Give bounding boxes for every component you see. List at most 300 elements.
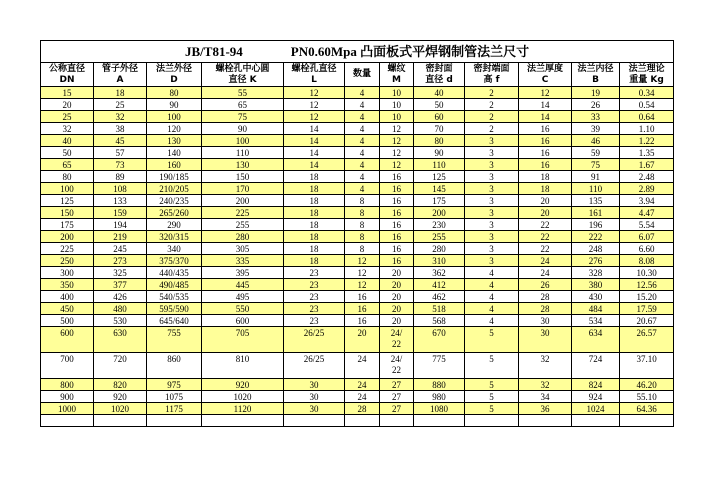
header-cell[interactable] bbox=[345, 63, 380, 87]
table-cell[interactable]: 59 bbox=[572, 147, 620, 159]
table-cell[interactable]: 305 bbox=[202, 243, 284, 255]
table-cell[interactable]: 24 bbox=[519, 267, 572, 279]
table-cell[interactable]: 10.30 bbox=[620, 267, 674, 279]
table-cell[interactable]: 920 bbox=[202, 379, 284, 391]
table-cell[interactable]: 210/205 bbox=[147, 183, 202, 195]
table-cell[interactable]: 4 bbox=[345, 183, 380, 195]
table-cell[interactable]: 820 bbox=[94, 379, 147, 391]
table-cell[interactable]: 194 bbox=[94, 219, 147, 231]
table-cell[interactable]: 26/25 bbox=[284, 353, 345, 379]
table-cell[interactable]: 4 bbox=[465, 291, 519, 303]
table-cell[interactable]: 26 bbox=[519, 279, 572, 291]
table-cell[interactable]: 26/25 bbox=[284, 327, 345, 353]
table-cell[interactable]: 568 bbox=[414, 315, 465, 327]
table-cell[interactable]: 255 bbox=[202, 219, 284, 231]
table-cell[interactable]: 1175 bbox=[147, 403, 202, 415]
table-cell[interactable]: 90 bbox=[202, 123, 284, 135]
table-cell[interactable]: 8 bbox=[345, 231, 380, 243]
table-cell[interactable]: 150 bbox=[41, 207, 94, 219]
empty-cell[interactable] bbox=[380, 415, 414, 427]
table-cell[interactable]: 350 bbox=[41, 279, 94, 291]
table-cell[interactable]: 480 bbox=[94, 303, 147, 315]
table-cell[interactable]: 40 bbox=[41, 135, 94, 147]
table-cell[interactable]: 1075 bbox=[147, 391, 202, 403]
table-cell[interactable]: 6.07 bbox=[620, 231, 674, 243]
table-cell[interactable]: 16 bbox=[345, 315, 380, 327]
header-cell[interactable] bbox=[284, 63, 345, 87]
table-cell[interactable]: 16 bbox=[380, 243, 414, 255]
table-cell[interactable]: 46.20 bbox=[620, 379, 674, 391]
table-cell[interactable]: 190/185 bbox=[147, 171, 202, 183]
table-cell[interactable]: 145 bbox=[414, 183, 465, 195]
empty-cell[interactable] bbox=[465, 415, 519, 427]
table-cell[interactable]: 24 bbox=[345, 391, 380, 403]
table-cell[interactable]: 5 bbox=[465, 353, 519, 379]
table-cell[interactable]: 55.10 bbox=[620, 391, 674, 403]
table-cell[interactable]: 1.67 bbox=[620, 159, 674, 171]
table-cell[interactable]: 276 bbox=[572, 255, 620, 267]
table-cell[interactable]: 18 bbox=[519, 171, 572, 183]
table-cell[interactable]: 20 bbox=[380, 279, 414, 291]
table-cell[interactable]: 170 bbox=[202, 183, 284, 195]
table-cell[interactable]: 15.20 bbox=[620, 291, 674, 303]
table-cell[interactable]: 14 bbox=[284, 147, 345, 159]
table-cell[interactable]: 3 bbox=[465, 171, 519, 183]
table-cell[interactable]: 1.10 bbox=[620, 123, 674, 135]
table-cell[interactable]: 775 bbox=[414, 353, 465, 379]
table-cell[interactable]: 108 bbox=[94, 183, 147, 195]
table-cell[interactable]: 375/370 bbox=[147, 255, 202, 267]
table-cell[interactable]: 125 bbox=[414, 171, 465, 183]
table-cell[interactable]: 37.10 bbox=[620, 353, 674, 379]
table-cell[interactable]: 1020 bbox=[202, 391, 284, 403]
table-cell[interactable]: 12 bbox=[519, 87, 572, 99]
table-cell[interactable]: 1.22 bbox=[620, 135, 674, 147]
table-cell[interactable]: 600 bbox=[202, 315, 284, 327]
table-cell[interactable]: 630 bbox=[94, 327, 147, 353]
table-cell[interactable]: 4 bbox=[465, 279, 519, 291]
table-cell[interactable]: 1020 bbox=[94, 403, 147, 415]
table-cell[interactable]: 125 bbox=[41, 195, 94, 207]
table-cell[interactable]: 18 bbox=[519, 183, 572, 195]
table-cell[interactable]: 3 bbox=[465, 195, 519, 207]
table-cell[interactable]: 16 bbox=[519, 147, 572, 159]
table-cell[interactable]: 265/260 bbox=[147, 207, 202, 219]
table-cell[interactable]: 550 bbox=[202, 303, 284, 315]
table-cell[interactable]: 20 bbox=[519, 195, 572, 207]
table-cell[interactable]: 5 bbox=[465, 327, 519, 353]
table-cell[interactable]: 500 bbox=[41, 315, 94, 327]
table-cell[interactable]: 64.36 bbox=[620, 403, 674, 415]
table-cell[interactable]: 8 bbox=[345, 207, 380, 219]
table-cell[interactable]: 12.56 bbox=[620, 279, 674, 291]
table-title-cell[interactable] bbox=[41, 41, 674, 63]
table-cell[interactable]: 28 bbox=[345, 403, 380, 415]
header-cell[interactable] bbox=[414, 63, 465, 87]
table-cell[interactable]: 6.60 bbox=[620, 243, 674, 255]
table-cell[interactable]: 27 bbox=[380, 379, 414, 391]
table-cell[interactable]: 430 bbox=[572, 291, 620, 303]
table-cell[interactable]: 8.08 bbox=[620, 255, 674, 267]
table-cell[interactable]: 4.47 bbox=[620, 207, 674, 219]
table-cell[interactable]: 335 bbox=[202, 255, 284, 267]
table-cell[interactable]: 57 bbox=[94, 147, 147, 159]
table-cell[interactable]: 222 bbox=[572, 231, 620, 243]
table-cell[interactable]: 160 bbox=[147, 159, 202, 171]
table-cell[interactable]: 900 bbox=[41, 391, 94, 403]
table-cell[interactable]: 18 bbox=[284, 243, 345, 255]
table-cell[interactable]: 530 bbox=[94, 315, 147, 327]
table-cell[interactable]: 28 bbox=[519, 303, 572, 315]
table-cell[interactable]: 450 bbox=[41, 303, 94, 315]
table-cell[interactable]: 70 bbox=[414, 123, 465, 135]
table-cell[interactable]: 15 bbox=[41, 87, 94, 99]
table-cell[interactable]: 24/ 22 bbox=[380, 327, 414, 353]
table-cell[interactable]: 462 bbox=[414, 291, 465, 303]
table-cell[interactable]: 600 bbox=[41, 327, 94, 353]
table-cell[interactable]: 30 bbox=[284, 403, 345, 415]
header-cell[interactable] bbox=[94, 63, 147, 87]
table-cell[interactable]: 12 bbox=[380, 135, 414, 147]
table-cell[interactable]: 3 bbox=[465, 243, 519, 255]
empty-cell[interactable] bbox=[284, 415, 345, 427]
table-cell[interactable]: 110 bbox=[202, 147, 284, 159]
table-cell[interactable]: 8 bbox=[345, 243, 380, 255]
table-cell[interactable]: 18 bbox=[284, 231, 345, 243]
table-cell[interactable]: 16 bbox=[345, 303, 380, 315]
table-cell[interactable]: 1080 bbox=[414, 403, 465, 415]
table-cell[interactable]: 924 bbox=[572, 391, 620, 403]
table-cell[interactable]: 91 bbox=[572, 171, 620, 183]
table-cell[interactable]: 90 bbox=[147, 99, 202, 111]
table-cell[interactable]: 24/ 22 bbox=[380, 353, 414, 379]
table-cell[interactable]: 10 bbox=[380, 99, 414, 111]
table-cell[interactable]: 45 bbox=[94, 135, 147, 147]
table-cell[interactable]: 540/535 bbox=[147, 291, 202, 303]
table-cell[interactable]: 50 bbox=[414, 99, 465, 111]
table-cell[interactable]: 645/640 bbox=[147, 315, 202, 327]
table-cell[interactable]: 80 bbox=[414, 135, 465, 147]
table-cell[interactable]: 4 bbox=[345, 99, 380, 111]
table-cell[interactable]: 975 bbox=[147, 379, 202, 391]
table-cell[interactable]: 32 bbox=[519, 353, 572, 379]
table-cell[interactable]: 100 bbox=[202, 135, 284, 147]
table-cell[interactable]: 1120 bbox=[202, 403, 284, 415]
table-cell[interactable]: 2.89 bbox=[620, 183, 674, 195]
table-cell[interactable]: 810 bbox=[202, 353, 284, 379]
table-cell[interactable]: 5 bbox=[465, 403, 519, 415]
table-cell[interactable]: 3 bbox=[465, 159, 519, 171]
table-cell[interactable]: 38 bbox=[94, 123, 147, 135]
table-cell[interactable]: 24 bbox=[345, 353, 380, 379]
header-cell[interactable] bbox=[465, 63, 519, 87]
table-cell[interactable]: 25 bbox=[94, 99, 147, 111]
table-cell[interactable]: 200 bbox=[414, 207, 465, 219]
table-cell[interactable]: 484 bbox=[572, 303, 620, 315]
table-cell[interactable]: 490/485 bbox=[147, 279, 202, 291]
table-cell[interactable]: 362 bbox=[414, 267, 465, 279]
header-cell[interactable] bbox=[380, 63, 414, 87]
table-cell[interactable]: 755 bbox=[147, 327, 202, 353]
table-cell[interactable]: 28 bbox=[519, 291, 572, 303]
table-cell[interactable]: 20 bbox=[519, 207, 572, 219]
table-cell[interactable]: 16 bbox=[380, 255, 414, 267]
table-cell[interactable]: 3 bbox=[465, 207, 519, 219]
table-cell[interactable]: 16 bbox=[519, 123, 572, 135]
table-cell[interactable]: 4 bbox=[465, 267, 519, 279]
table-cell[interactable]: 36 bbox=[519, 403, 572, 415]
table-cell[interactable]: 135 bbox=[572, 195, 620, 207]
table-cell[interactable]: 5 bbox=[465, 391, 519, 403]
empty-cell[interactable] bbox=[345, 415, 380, 427]
table-cell[interactable]: 320/315 bbox=[147, 231, 202, 243]
table-cell[interactable]: 2 bbox=[465, 123, 519, 135]
table-cell[interactable]: 670 bbox=[414, 327, 465, 353]
table-cell[interactable]: 16 bbox=[380, 207, 414, 219]
table-cell[interactable]: 18 bbox=[94, 87, 147, 99]
table-cell[interactable]: 110 bbox=[572, 183, 620, 195]
table-cell[interactable]: 16 bbox=[519, 159, 572, 171]
table-cell[interactable]: 412 bbox=[414, 279, 465, 291]
table-cell[interactable]: 3 bbox=[465, 147, 519, 159]
table-cell[interactable]: 3.94 bbox=[620, 195, 674, 207]
table-cell[interactable]: 23 bbox=[284, 279, 345, 291]
table-cell[interactable]: 150 bbox=[202, 171, 284, 183]
empty-cell[interactable] bbox=[94, 415, 147, 427]
table-cell[interactable]: 2 bbox=[465, 99, 519, 111]
table-cell[interactable]: 20 bbox=[380, 315, 414, 327]
table-cell[interactable]: 5 bbox=[465, 379, 519, 391]
table-cell[interactable]: 4 bbox=[465, 315, 519, 327]
table-cell[interactable]: 12 bbox=[284, 87, 345, 99]
table-cell[interactable]: 39 bbox=[572, 123, 620, 135]
table-cell[interactable]: 4 bbox=[345, 147, 380, 159]
table-cell[interactable]: 130 bbox=[202, 159, 284, 171]
table-cell[interactable]: 16 bbox=[380, 183, 414, 195]
table-cell[interactable]: 377 bbox=[94, 279, 147, 291]
table-cell[interactable]: 159 bbox=[94, 207, 147, 219]
table-cell[interactable]: 4 bbox=[345, 123, 380, 135]
table-cell[interactable]: 22 bbox=[519, 219, 572, 231]
table-cell[interactable]: 200 bbox=[41, 231, 94, 243]
table-cell[interactable]: 4 bbox=[345, 159, 380, 171]
table-cell[interactable]: 73 bbox=[94, 159, 147, 171]
table-cell[interactable]: 175 bbox=[41, 219, 94, 231]
table-cell[interactable]: 3 bbox=[465, 255, 519, 267]
header-cell[interactable] bbox=[202, 63, 284, 87]
table-cell[interactable]: 700 bbox=[41, 353, 94, 379]
table-cell[interactable]: 23 bbox=[284, 303, 345, 315]
table-cell[interactable]: 18 bbox=[284, 171, 345, 183]
table-cell[interactable]: 12 bbox=[345, 279, 380, 291]
table-cell[interactable]: 14 bbox=[284, 159, 345, 171]
table-cell[interactable]: 400 bbox=[41, 291, 94, 303]
empty-cell[interactable] bbox=[572, 415, 620, 427]
header-cell[interactable] bbox=[572, 63, 620, 87]
table-cell[interactable]: 880 bbox=[414, 379, 465, 391]
table-cell[interactable]: 12 bbox=[380, 123, 414, 135]
table-cell[interactable]: 12 bbox=[345, 255, 380, 267]
table-cell[interactable]: 89 bbox=[94, 171, 147, 183]
table-cell[interactable]: 20 bbox=[380, 267, 414, 279]
table-cell[interactable]: 27 bbox=[380, 403, 414, 415]
table-cell[interactable]: 280 bbox=[202, 231, 284, 243]
table-cell[interactable]: 23 bbox=[284, 267, 345, 279]
table-cell[interactable]: 33 bbox=[572, 111, 620, 123]
table-cell[interactable]: 34 bbox=[519, 391, 572, 403]
table-cell[interactable]: 8 bbox=[345, 195, 380, 207]
table-cell[interactable]: 340 bbox=[147, 243, 202, 255]
empty-cell[interactable] bbox=[147, 415, 202, 427]
empty-cell[interactable] bbox=[41, 415, 94, 427]
table-cell[interactable]: 1024 bbox=[572, 403, 620, 415]
table-cell[interactable]: 24 bbox=[345, 379, 380, 391]
empty-cell[interactable] bbox=[519, 415, 572, 427]
table-cell[interactable]: 2 bbox=[465, 111, 519, 123]
table-cell[interactable]: 273 bbox=[94, 255, 147, 267]
table-cell[interactable]: 1.35 bbox=[620, 147, 674, 159]
header-cell[interactable] bbox=[519, 63, 572, 87]
table-cell[interactable]: 17.59 bbox=[620, 303, 674, 315]
table-cell[interactable]: 75 bbox=[202, 111, 284, 123]
table-cell[interactable]: 40 bbox=[414, 87, 465, 99]
table-cell[interactable]: 12 bbox=[380, 147, 414, 159]
table-cell[interactable]: 19 bbox=[572, 87, 620, 99]
table-cell[interactable]: 175 bbox=[414, 195, 465, 207]
table-cell[interactable]: 65 bbox=[202, 99, 284, 111]
table-cell[interactable]: 80 bbox=[41, 171, 94, 183]
table-cell[interactable]: 200 bbox=[202, 195, 284, 207]
table-cell[interactable]: 46 bbox=[572, 135, 620, 147]
table-cell[interactable]: 395 bbox=[202, 267, 284, 279]
table-cell[interactable]: 55 bbox=[202, 87, 284, 99]
table-cell[interactable]: 50 bbox=[41, 147, 94, 159]
table-cell[interactable]: 300 bbox=[41, 267, 94, 279]
table-cell[interactable]: 12 bbox=[284, 111, 345, 123]
table-cell[interactable]: 8 bbox=[345, 219, 380, 231]
table-cell[interactable]: 16 bbox=[380, 219, 414, 231]
table-cell[interactable]: 225 bbox=[41, 243, 94, 255]
table-cell[interactable]: 860 bbox=[147, 353, 202, 379]
table-cell[interactable]: 248 bbox=[572, 243, 620, 255]
table-cell[interactable]: 3 bbox=[465, 135, 519, 147]
table-cell[interactable]: 4 bbox=[345, 111, 380, 123]
table-cell[interactable]: 140 bbox=[147, 147, 202, 159]
table-cell[interactable]: 110 bbox=[414, 159, 465, 171]
table-cell[interactable]: 18 bbox=[284, 195, 345, 207]
table-cell[interactable]: 0.64 bbox=[620, 111, 674, 123]
table-cell[interactable]: 230 bbox=[414, 219, 465, 231]
table-cell[interactable]: 595/590 bbox=[147, 303, 202, 315]
table-cell[interactable]: 18 bbox=[284, 219, 345, 231]
table-cell[interactable]: 2 bbox=[465, 87, 519, 99]
table-cell[interactable]: 14 bbox=[519, 111, 572, 123]
table-cell[interactable]: 120 bbox=[147, 123, 202, 135]
table-cell[interactable]: 90 bbox=[414, 147, 465, 159]
table-cell[interactable]: 18 bbox=[284, 207, 345, 219]
table-cell[interactable]: 22 bbox=[519, 243, 572, 255]
table-cell[interactable]: 5.54 bbox=[620, 219, 674, 231]
table-cell[interactable]: 824 bbox=[572, 379, 620, 391]
table-cell[interactable]: 4 bbox=[345, 171, 380, 183]
table-cell[interactable]: 534 bbox=[572, 315, 620, 327]
table-cell[interactable]: 20 bbox=[380, 303, 414, 315]
table-cell[interactable]: 2.48 bbox=[620, 171, 674, 183]
table-cell[interactable]: 32 bbox=[41, 123, 94, 135]
table-cell[interactable]: 325 bbox=[94, 267, 147, 279]
table-cell[interactable]: 440/435 bbox=[147, 267, 202, 279]
table-cell[interactable]: 65 bbox=[41, 159, 94, 171]
table-cell[interactable]: 3 bbox=[465, 183, 519, 195]
table-cell[interactable]: 328 bbox=[572, 267, 620, 279]
table-cell[interactable]: 32 bbox=[94, 111, 147, 123]
table-cell[interactable]: 16 bbox=[519, 135, 572, 147]
table-cell[interactable]: 10 bbox=[380, 111, 414, 123]
table-cell[interactable]: 20 bbox=[380, 291, 414, 303]
table-cell[interactable]: 18 bbox=[284, 255, 345, 267]
header-cell[interactable] bbox=[147, 63, 202, 87]
table-cell[interactable]: 60 bbox=[414, 111, 465, 123]
table-cell[interactable]: 16 bbox=[380, 195, 414, 207]
table-cell[interactable]: 196 bbox=[572, 219, 620, 231]
table-cell[interactable]: 3 bbox=[465, 231, 519, 243]
table-cell[interactable]: 800 bbox=[41, 379, 94, 391]
table-cell[interactable]: 495 bbox=[202, 291, 284, 303]
table-cell[interactable]: 426 bbox=[94, 291, 147, 303]
table-cell[interactable]: 14 bbox=[519, 99, 572, 111]
table-cell[interactable]: 920 bbox=[94, 391, 147, 403]
table-cell[interactable]: 26 bbox=[572, 99, 620, 111]
table-cell[interactable]: 720 bbox=[94, 353, 147, 379]
table-cell[interactable]: 980 bbox=[414, 391, 465, 403]
table-cell[interactable]: 634 bbox=[572, 327, 620, 353]
table-cell[interactable]: 133 bbox=[94, 195, 147, 207]
table-cell[interactable]: 219 bbox=[94, 231, 147, 243]
table-cell[interactable]: 12 bbox=[345, 267, 380, 279]
table-cell[interactable]: 290 bbox=[147, 219, 202, 231]
table-cell[interactable]: 16 bbox=[380, 171, 414, 183]
table-cell[interactable]: 518 bbox=[414, 303, 465, 315]
table-cell[interactable]: 80 bbox=[147, 87, 202, 99]
table-cell[interactable]: 24 bbox=[519, 255, 572, 267]
table-cell[interactable]: 20.67 bbox=[620, 315, 674, 327]
table-cell[interactable]: 4 bbox=[345, 135, 380, 147]
table-cell[interactable]: 30 bbox=[519, 315, 572, 327]
table-cell[interactable]: 18 bbox=[284, 183, 345, 195]
table-cell[interactable]: 4 bbox=[345, 87, 380, 99]
table-cell[interactable]: 250 bbox=[41, 255, 94, 267]
table-cell[interactable]: 20 bbox=[41, 99, 94, 111]
table-cell[interactable]: 20 bbox=[345, 327, 380, 353]
table-cell[interactable]: 22 bbox=[519, 231, 572, 243]
table-cell[interactable]: 100 bbox=[41, 183, 94, 195]
table-cell[interactable]: 4 bbox=[465, 303, 519, 315]
table-cell[interactable]: 27 bbox=[380, 391, 414, 403]
table-cell[interactable]: 280 bbox=[414, 243, 465, 255]
table-cell[interactable]: 12 bbox=[380, 159, 414, 171]
table-cell[interactable]: 0.54 bbox=[620, 99, 674, 111]
table-cell[interactable]: 30 bbox=[519, 327, 572, 353]
table-cell[interactable]: 130 bbox=[147, 135, 202, 147]
table-cell[interactable]: 1000 bbox=[41, 403, 94, 415]
table-cell[interactable]: 14 bbox=[284, 123, 345, 135]
table-cell[interactable]: 25 bbox=[41, 111, 94, 123]
table-cell[interactable]: 23 bbox=[284, 291, 345, 303]
table-cell[interactable]: 0.34 bbox=[620, 87, 674, 99]
header-cell[interactable] bbox=[620, 63, 674, 87]
table-cell[interactable]: 100 bbox=[147, 111, 202, 123]
table-cell[interactable]: 16 bbox=[345, 291, 380, 303]
